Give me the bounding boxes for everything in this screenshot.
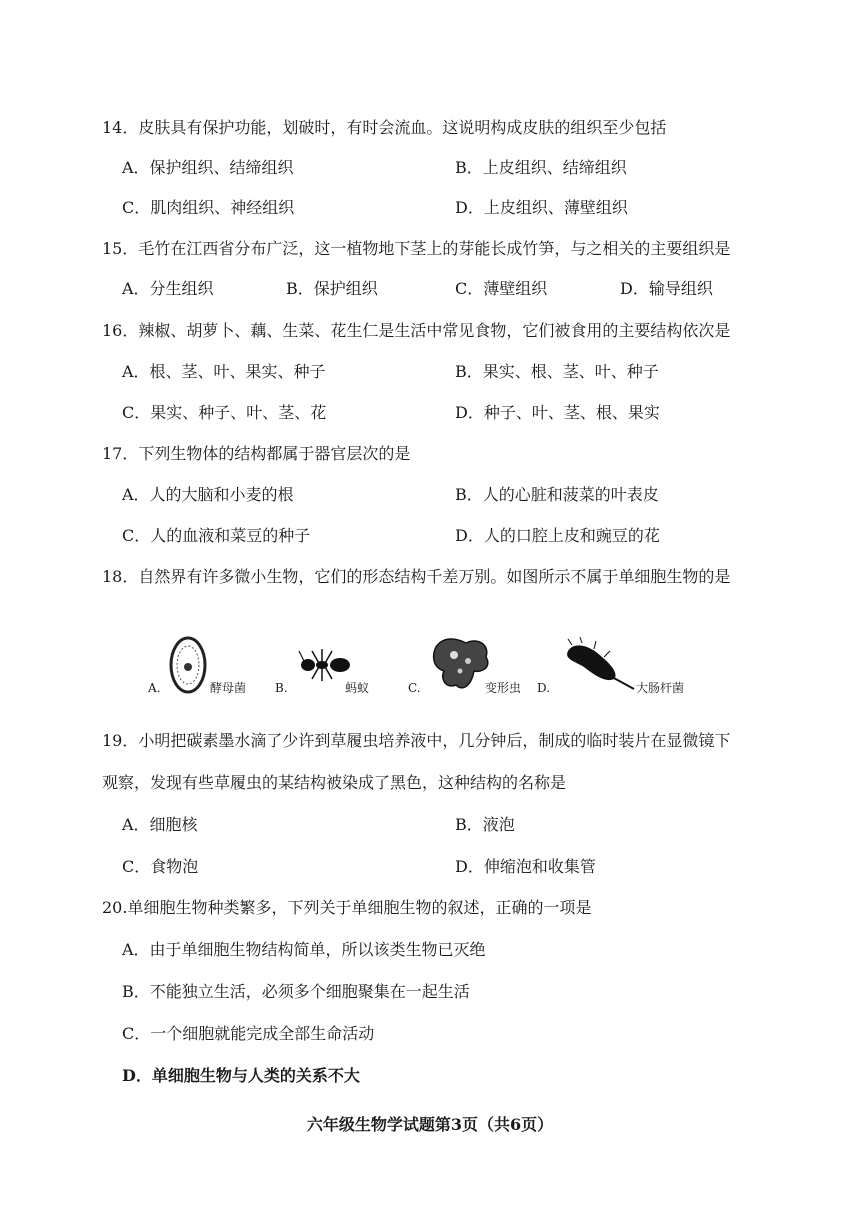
question-17-option-c: C．人的血液和菜豆的种子 [122, 526, 311, 545]
question-19-option-a: A．细胞核 [122, 815, 198, 834]
question-15-option-d: D．输导组织 [620, 279, 713, 298]
question-16-option-b: B．果实、根、茎、叶、种子 [455, 362, 659, 381]
question-19-option-c: C．食物泡 [122, 857, 199, 876]
page-footer: 六年级生物学试题第3页（共6页） [306, 1115, 554, 1134]
question-15-option-b: B．保护组织 [286, 279, 378, 298]
question-17-option-b: B．人的心脏和菠菜的叶表皮 [455, 485, 659, 504]
question-19-stem-line2: 观察，发现有些草履虫的某结构被染成了黑色，这种结构的名称是 [102, 773, 567, 792]
question-14-stem: 14．皮肤具有保护功能，划破时，有时会流血。这说明构成皮肤的组织至少包括 [102, 118, 667, 137]
question-20-option-c: C．一个细胞就能完成全部生命活动 [122, 1024, 375, 1043]
figure-label-c-letter: C. [408, 681, 421, 695]
yeast-illustration [168, 635, 208, 695]
figure-label-a-name: 酵母菌 [210, 681, 247, 695]
question-18-figure [140, 625, 740, 705]
ant-illustration [298, 645, 354, 685]
figure-label-b-name: 蚂蚁 [345, 681, 370, 695]
question-20-option-a: A．由于单细胞生物结构简单，所以该类生物已灭绝 [122, 940, 486, 959]
question-15-option-c: C．薄壁组织 [455, 279, 548, 298]
question-19-option-b: B．液泡 [455, 815, 515, 834]
question-20-option-d: D．单细胞生物与人类的关系不大 [122, 1066, 360, 1085]
question-14-option-c: C．肌肉组织、神经组织 [122, 198, 295, 217]
ecoli-illustration [562, 637, 638, 693]
question-20-stem: 20.单细胞生物种类繁多，下列关于单细胞生物的叙述，正确的一项是 [102, 898, 592, 917]
question-18-stem: 18．自然界有许多微小生物，它们的形态结构千差万别。如图所示不属于单细胞生物的是 [102, 567, 731, 586]
figure-label-d-name: 大肠杆菌 [636, 681, 685, 695]
question-14-option-a: A．保护组织、结缔组织 [122, 158, 294, 177]
question-19-stem-line1: 19．小明把碳素墨水滴了少许到草履虫培养液中，几分钟后，制成的临时装片在显微镜下 [102, 731, 731, 750]
figure-label-c-name: 变形虫 [485, 681, 522, 695]
figure-label-d-letter: D. [537, 681, 551, 695]
question-15-option-a: A．分生组织 [122, 279, 214, 298]
question-16-option-a: A．根、茎、叶、果实、种子 [122, 362, 326, 381]
question-14-option-d: D．上皮组织、薄壁组织 [455, 198, 628, 217]
question-16-option-d: D．种子、叶、茎、根、果实 [455, 403, 660, 422]
question-19-option-d: D．伸缩泡和收集管 [455, 857, 596, 876]
figure-label-b-letter: B. [275, 681, 288, 695]
question-20-option-b: B．不能独立生活，必须多个细胞聚集在一起生活 [122, 982, 470, 1001]
figure-label-a-letter: A. [148, 681, 161, 695]
question-15-stem: 15．毛竹在江西省分布广泛，这一植物地下茎上的芽能长成竹笋，与之相关的主要组织是 [102, 239, 731, 258]
question-17-stem: 17．下列生物体的结构都属于器官层次的是 [102, 444, 411, 463]
question-16-option-c: C．果实、种子、叶、茎、花 [122, 403, 327, 422]
question-14-option-b: B．上皮组织、结缔组织 [455, 158, 627, 177]
question-17-option-a: A．人的大脑和小麦的根 [122, 485, 294, 504]
question-16-stem: 16．辣椒、胡萝卜、藕、生菜、花生仁是生活中常见食物，它们被食用的主要结构依次是 [102, 321, 731, 340]
question-17-option-d: D．人的口腔上皮和豌豆的花 [455, 526, 660, 545]
